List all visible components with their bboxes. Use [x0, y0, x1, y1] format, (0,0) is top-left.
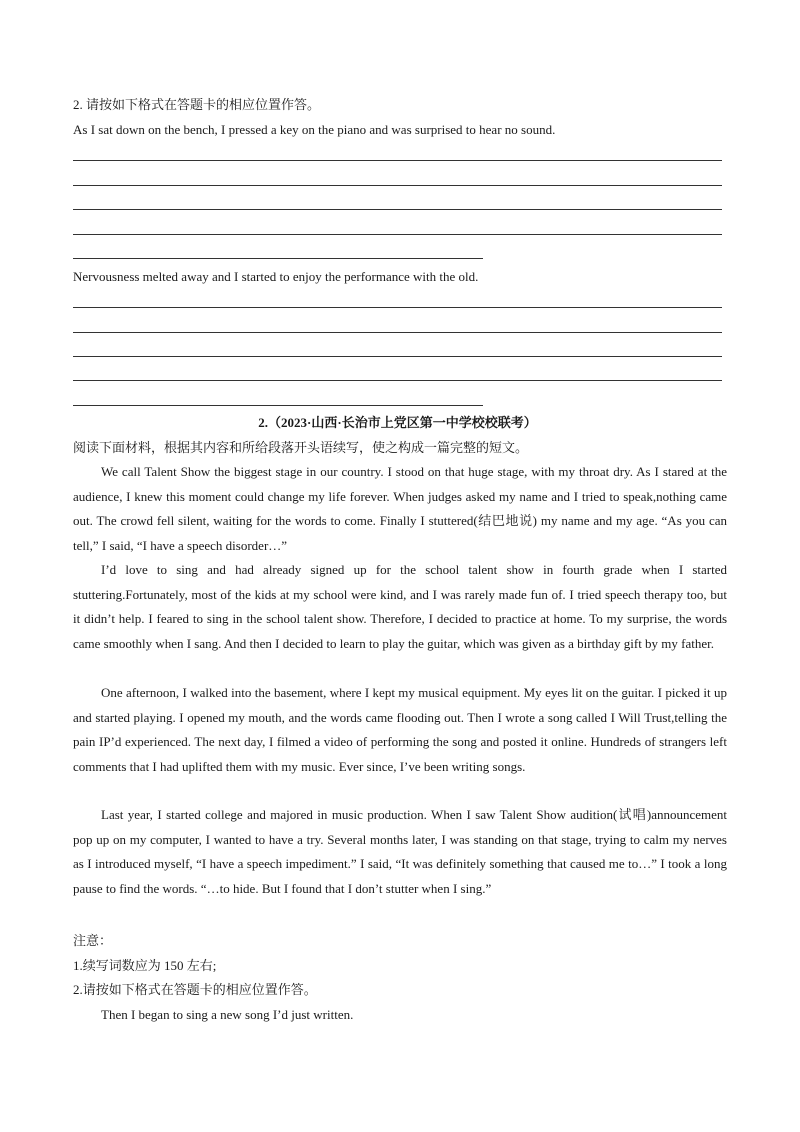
- answer-line: [73, 185, 722, 186]
- answer-line: [73, 307, 722, 308]
- note-label: 注意：: [73, 933, 113, 948]
- answer-line: [73, 209, 722, 210]
- answer-line: [73, 258, 483, 259]
- reading-directions: 阅读下面材料，根据其内容和所给段落开头语续写，使之构成一篇完整的短文。: [73, 440, 529, 455]
- note-word-count: 1.续写词数应为 150 左右;: [73, 958, 217, 973]
- note-answer-format: 2.请按如下格式在答题卡的相应位置作答。: [73, 982, 317, 997]
- answer-line: [73, 234, 722, 235]
- answer-line: [73, 332, 722, 333]
- answer-line: [73, 405, 483, 406]
- answer-line: [73, 380, 722, 381]
- question-heading: 2.（2023·山西·长治市上党区第一中学校校联考）: [258, 415, 537, 430]
- continuation-prompt-second: Nervousness melted away and I started to enjoy the performance with the old.: [73, 269, 479, 284]
- story-paragraph: I’d love to sing and had already signed up for the school talent show in fourth grade when I started stuttering.Fortunately, most of the kids at my school were kind, and I was rarely made fun of. I tried speech therapy too, but it didn’t help. I feared to sing in the school talent show. Therefore, I decided to practice at home. To my surprise, the words came smoothly when I sang. And then I decided to learn to play the guitar, which was given as a birthday gift by my father.: [73, 562, 727, 651]
- story-paragraph: One afternoon, I walked into the basement, where I kept my musical equipment. My eyes lit on the guitar. I picked it up and started playing. I opened my mouth, and the words came flooding out. Then I wrote a song called I Will Trust,telling the pain IP’d experienced. The next day, I filmed a video of performing the song and posted it online. Hundreds of strangers left comments that I had uplifted them with my music. Ever since, I’ve been writing songs.: [73, 685, 727, 774]
- answer-line: [73, 160, 722, 161]
- continuation-opening-line: Then I began to sing a new song I’d just written.: [101, 1007, 354, 1022]
- answer-format-instruction: 2. 请按如下格式在答题卡的相应位置作答。: [73, 97, 321, 112]
- continuation-prompt-first: As I sat down on the bench, I pressed a key on the piano and was surprised to hear no sound.: [73, 122, 556, 137]
- story-paragraph: We call Talent Show the biggest stage in our country. I stood on that huge stage, with my throat dry. As I stared at the audience, I knew this moment could change my life forever. When judges asked my name and I tried to speak,nothing came out. The crowd fell silent, waiting for the words to come. Finally I stuttered(结巴地说) my name and my age. “As you can tell,” I said, “I have a speech disorder…”: [73, 464, 727, 553]
- answer-line: [73, 356, 722, 357]
- story-paragraph: Last year, I started college and majored in music production. When I saw Talent Show audition(试唱)announcement pop up on my computer, I wanted to have a try. Several months later, I was standing on that stage, trying to calm my nerves as I introduced myself, “I have a speech impediment.” I said, “It was definitely something that caused me to…” I took a long pause to find the words. “…to hide. But I found that I don’t stutter when I sing.”: [73, 807, 727, 896]
